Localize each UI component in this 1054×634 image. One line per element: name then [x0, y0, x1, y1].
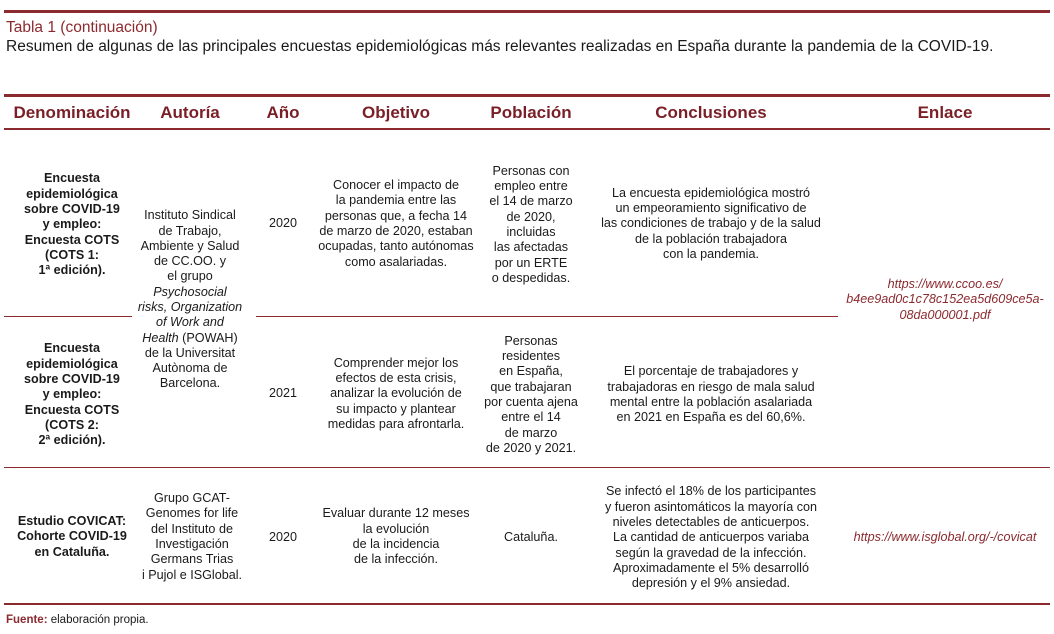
- table-row-2-objetivo: Comprender mejor los efectos de esta crisis, analizar la evolución de su impacto y plantear medidas para afrontarla.: [327, 355, 465, 431]
- table-row-3-conclusiones: Se infectó el 18% de los participantes y fueron asintomáticos la mayoría con niveles detectables de anticuerpos. La cantidad de anticuerpos variaba según la gravedad de la infección. Aproximadamente el 5% desarrolló depresión y el 9% ansiedad.: [604, 484, 818, 591]
- source-label: Fuente:: [6, 614, 48, 626]
- table-row-1-denominacion: Encuesta epidemiológica sobre COVID-19 y empleo: Encuesta COTS (COTS 1: 1ª edición).: [24, 171, 120, 278]
- source-note: [6, 614, 149, 626]
- caption-label: Tabla 1 (continuación): [6, 19, 158, 36]
- table-row-2-conclusiones: El porcentaje de trabajadores y trabajadoras en riesgo de mala salud mental entre la población asalariada en 2021 en España es del 60,6%.: [607, 364, 815, 425]
- table-caption: [6, 18, 1046, 56]
- table-row-1-poblacion: Personas con empleo entre el 14 de marzo de 2020, incluidas las afectadas por un ERTE o despedidas.: [489, 163, 573, 285]
- table-row-3-anio: 2020: [268, 530, 298, 545]
- header-denominacion: Denominación: [13, 103, 131, 122]
- table-row-3-denominacion: Estudio COVICAT: Cohorte COVID-19 en Cataluña.: [17, 514, 127, 559]
- autoria-part1: Instituto Sindical de Trabajo, Ambiente y Salud de CC.OO. y el grupo: [140, 208, 240, 284]
- header-anio: Año: [266, 103, 300, 122]
- table-row-2-denominacion: Encuesta epidemiológica sobre COVID-19 y empleo: Encuesta COTS (COTS 2: 2ª edición).: [24, 341, 120, 448]
- table-autoria-shared: [130, 200, 250, 400]
- header-conclusiones: Conclusiones: [655, 103, 767, 122]
- row-separator-2: [4, 467, 1050, 468]
- header-autoria: Autoría: [160, 103, 220, 122]
- table-row-3-autoria: Grupo GCAT- Genomes for life del Instituto de Investigación Germans Trias i Pujol e ISGlobal.: [141, 491, 243, 582]
- table-enlace-shared-link[interactable]: https://www.ccoo.es/ b4ee9ad0c1c78c152ea5d609ce5a- 08da000001.pdf: [846, 277, 1044, 322]
- header-top-rule: [4, 94, 1050, 97]
- table-row-3-poblacion: Cataluña.: [504, 530, 558, 545]
- table-row-1-conclusiones: La encuesta epidemiológica mostró un empeoramiento significativo de las condiciones de trabajo y de la salud de la población trabajadora con la pandemia.: [601, 185, 821, 261]
- table-row-1-anio: 2020: [268, 216, 298, 231]
- autoria-part3: (POWAH) de la Universitat Autònoma de Barcelona.: [144, 330, 238, 391]
- caption-title: Resumen de algunas de las principales encuestas epidemiológicas más relevantes realizadas en España durante la pandemia de la COVID-19.: [6, 38, 994, 55]
- table-row-1-objetivo: Conocer el impacto de la pandemia entre las personas que, a fecha 14 de marzo de 2020, estaban ocupadas, tanto autónomas como asalariadas.: [318, 178, 474, 269]
- row-separator-1b: [256, 316, 838, 317]
- header-objetivo: Objetivo: [361, 103, 430, 122]
- table-row-3-objetivo: Evaluar durante 12 meses la evolución de la incidencia de la infección.: [322, 506, 470, 567]
- top-rule: [4, 10, 1050, 13]
- source-text: elaboración propia.: [47, 614, 149, 626]
- header-enlace: Enlace: [917, 103, 973, 122]
- autoria-part2: Psychosocial risks, Organization of Work and Health: [137, 284, 243, 345]
- row-separator-1: [4, 316, 132, 317]
- header-poblacion: Población: [490, 103, 572, 122]
- table-row-2-poblacion: Personas residentes en España, que trabajaran por cuenta ajena entre el 14 de marzo de 2020 y 2021.: [484, 333, 578, 455]
- header-bottom-rule: [4, 128, 1050, 130]
- bottom-rule: [4, 603, 1050, 605]
- table-row-3-enlace-link[interactable]: https://www.isglobal.org/-/covicat: [853, 530, 1037, 545]
- table-row-2-anio: 2021: [268, 386, 298, 401]
